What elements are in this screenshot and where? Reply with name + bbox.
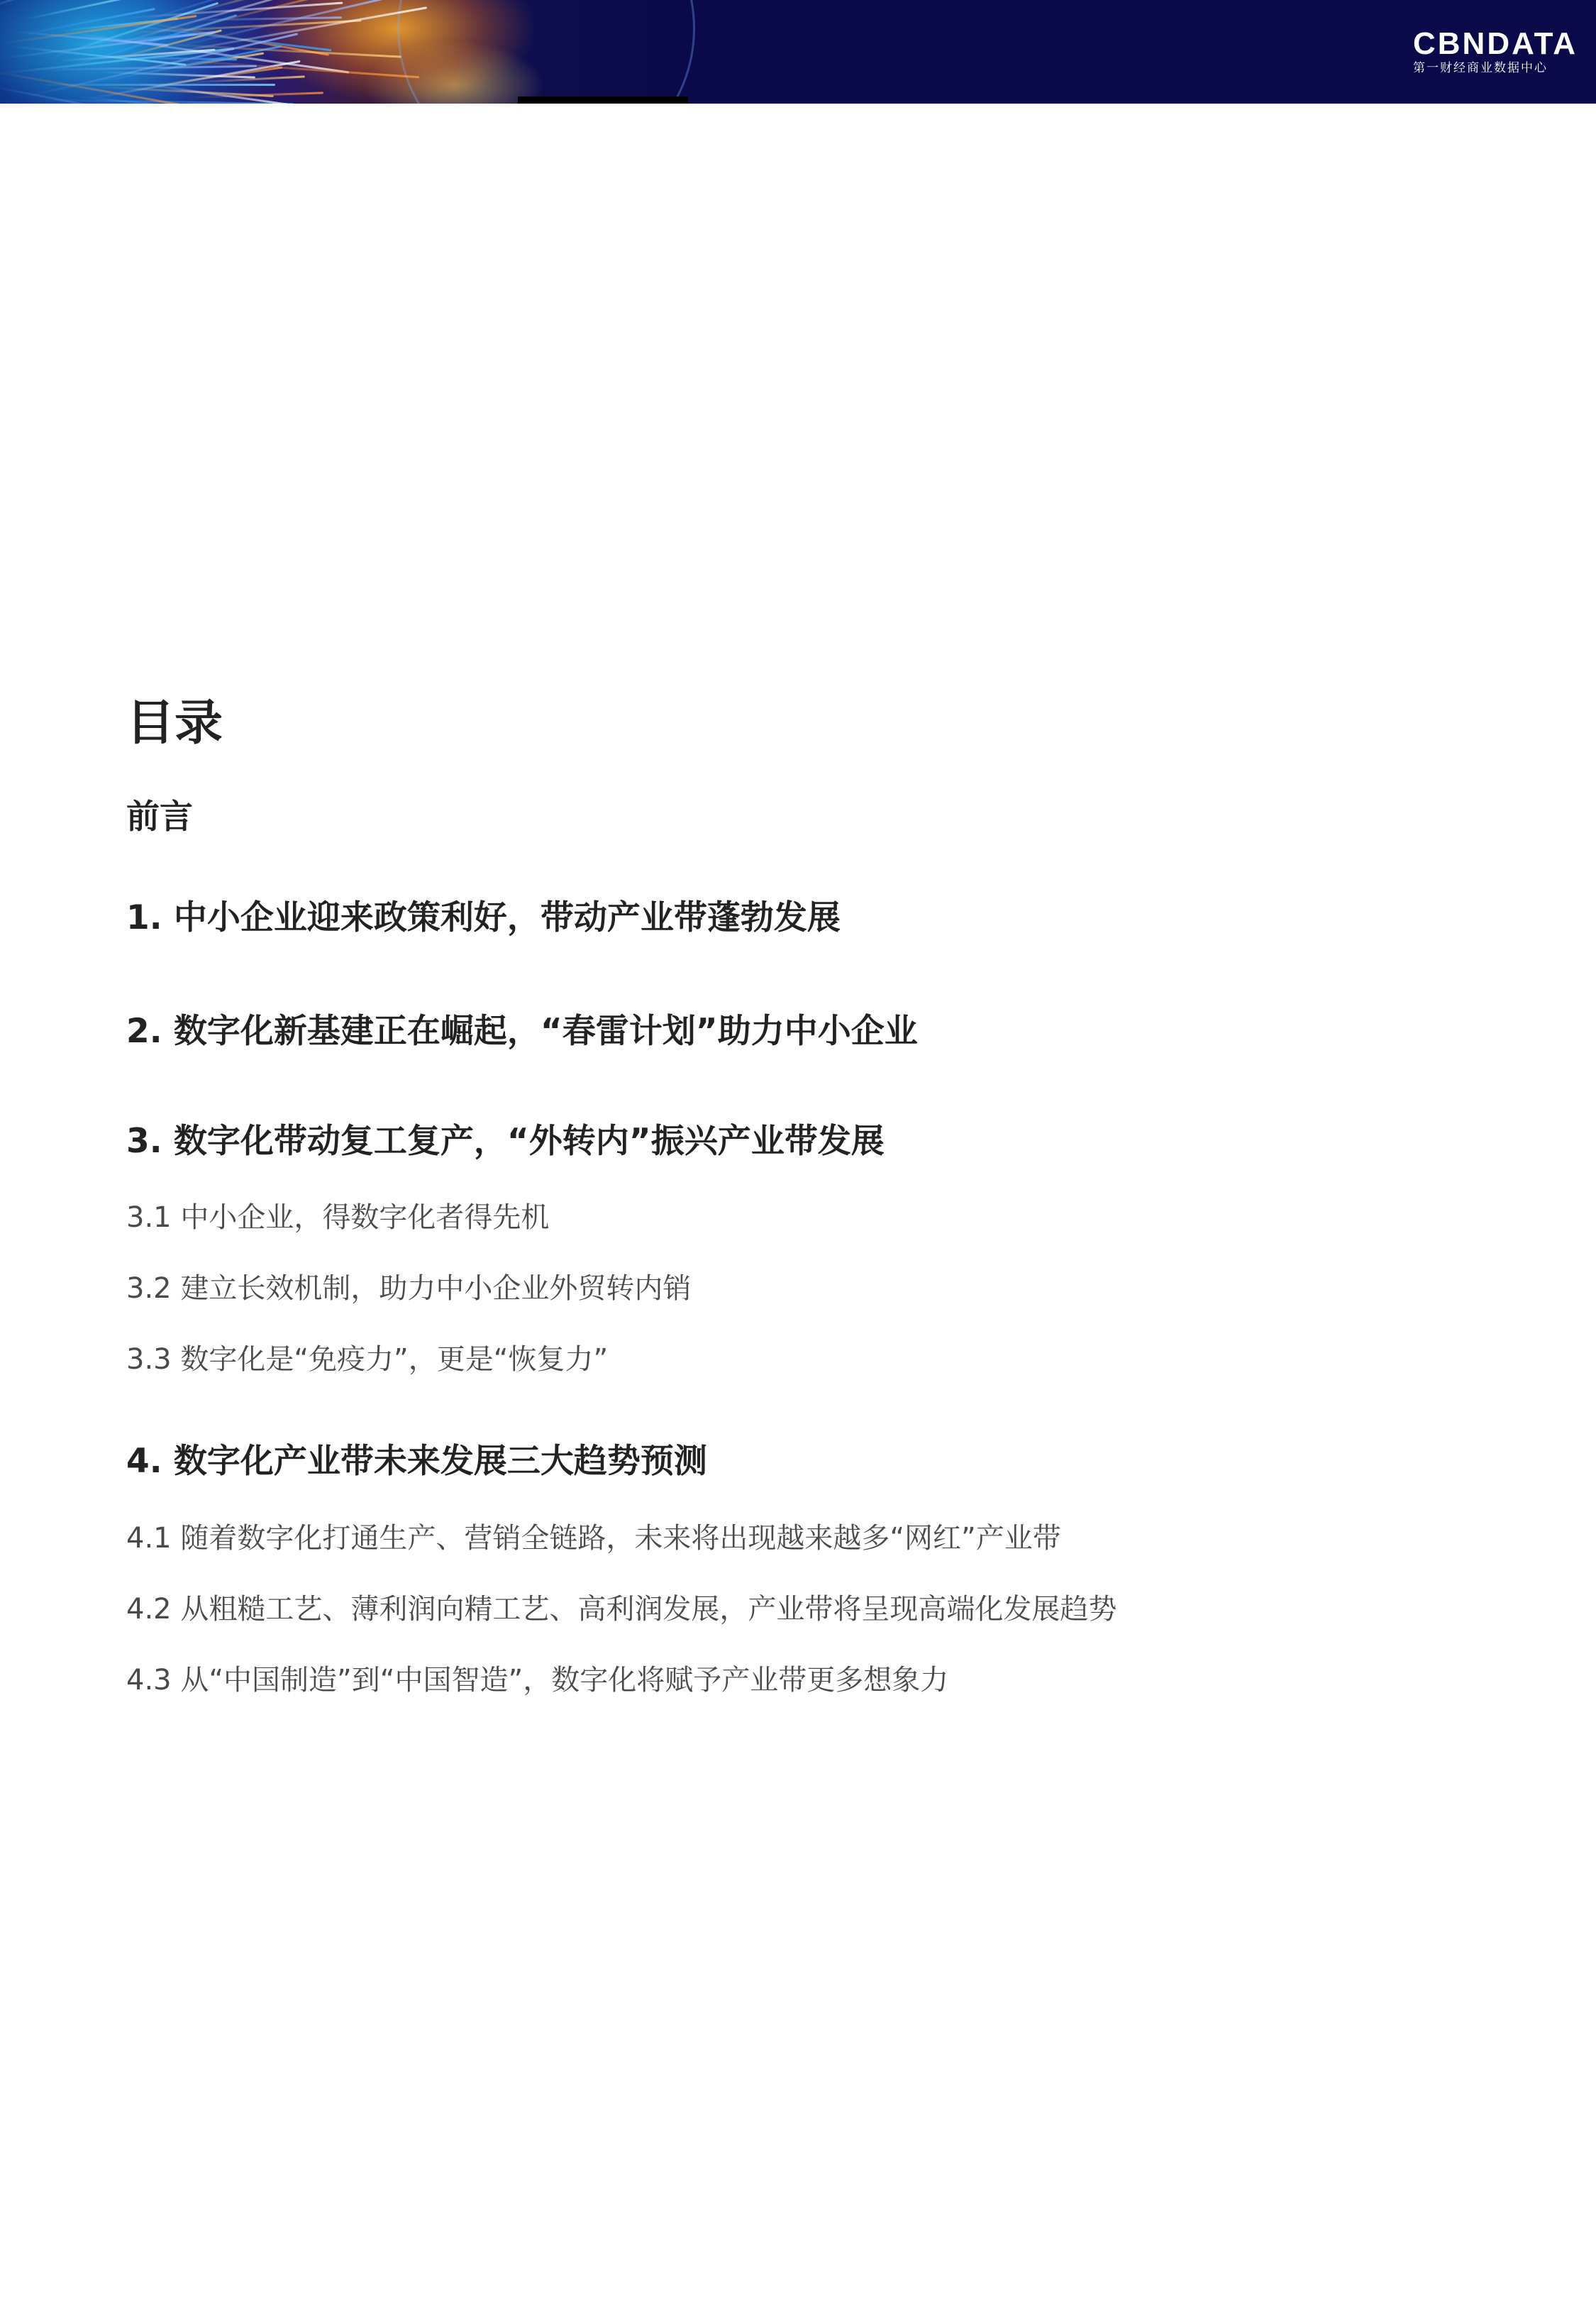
toc-item-section-4[interactable]: 4. 数字化产业带未来发展三大趋势预测 [126,1442,707,1481]
header-banner-image [0,0,695,104]
header-banner [0,0,1596,104]
toc-item-preface[interactable]: 前言 [126,798,193,837]
toc-item-section-3-2[interactable]: 3.2 建立长效机制，助力中小企业外贸转内销 [126,1272,692,1305]
toc-item-section-1[interactable]: 1. 中小企业迎来政策利好，带动产业带蓬勃发展 [126,898,841,937]
toc-item-section-2[interactable]: 2. 数字化新基建正在崛起，“春雷计划”助力中小企业 [126,1012,918,1051]
logo-subtitle: 第一财经商业数据中心 [1413,61,1548,75]
toc-item-section-4-1[interactable]: 4.1 随着数字化打通生产、营销全链路，未来将出现越来越多“网红”产业带 [126,1522,1061,1555]
header-divider [518,96,688,104]
toc-item-section-4-2[interactable]: 4.2 从粗糙工艺、薄利润向精工艺、高利润发展，产业带将呈现高端化发展趋势 [126,1593,1117,1626]
fiber-strand [24,0,137,21]
toc-item-section-3-1[interactable]: 3.1 中小企业，得数字化者得先机 [126,1201,550,1234]
toc-item-section-4-3[interactable]: 4.3 从“中国制造”到“中国智造”，数字化将赋予产业带更多想象力 [126,1664,949,1697]
cbndata-logo [1404,24,1578,81]
logo-wordmark: CBNDATA [1413,26,1578,61]
toc-item-section-3-3[interactable]: 3.3 数字化是“免疫力”，更是“恢复力” [126,1343,609,1376]
decorative-ring [397,0,695,104]
toc-item-section-3[interactable]: 3. 数字化带动复工复产，“外转内”振兴产业带发展 [126,1122,885,1161]
toc-title: 目录 [126,695,223,751]
